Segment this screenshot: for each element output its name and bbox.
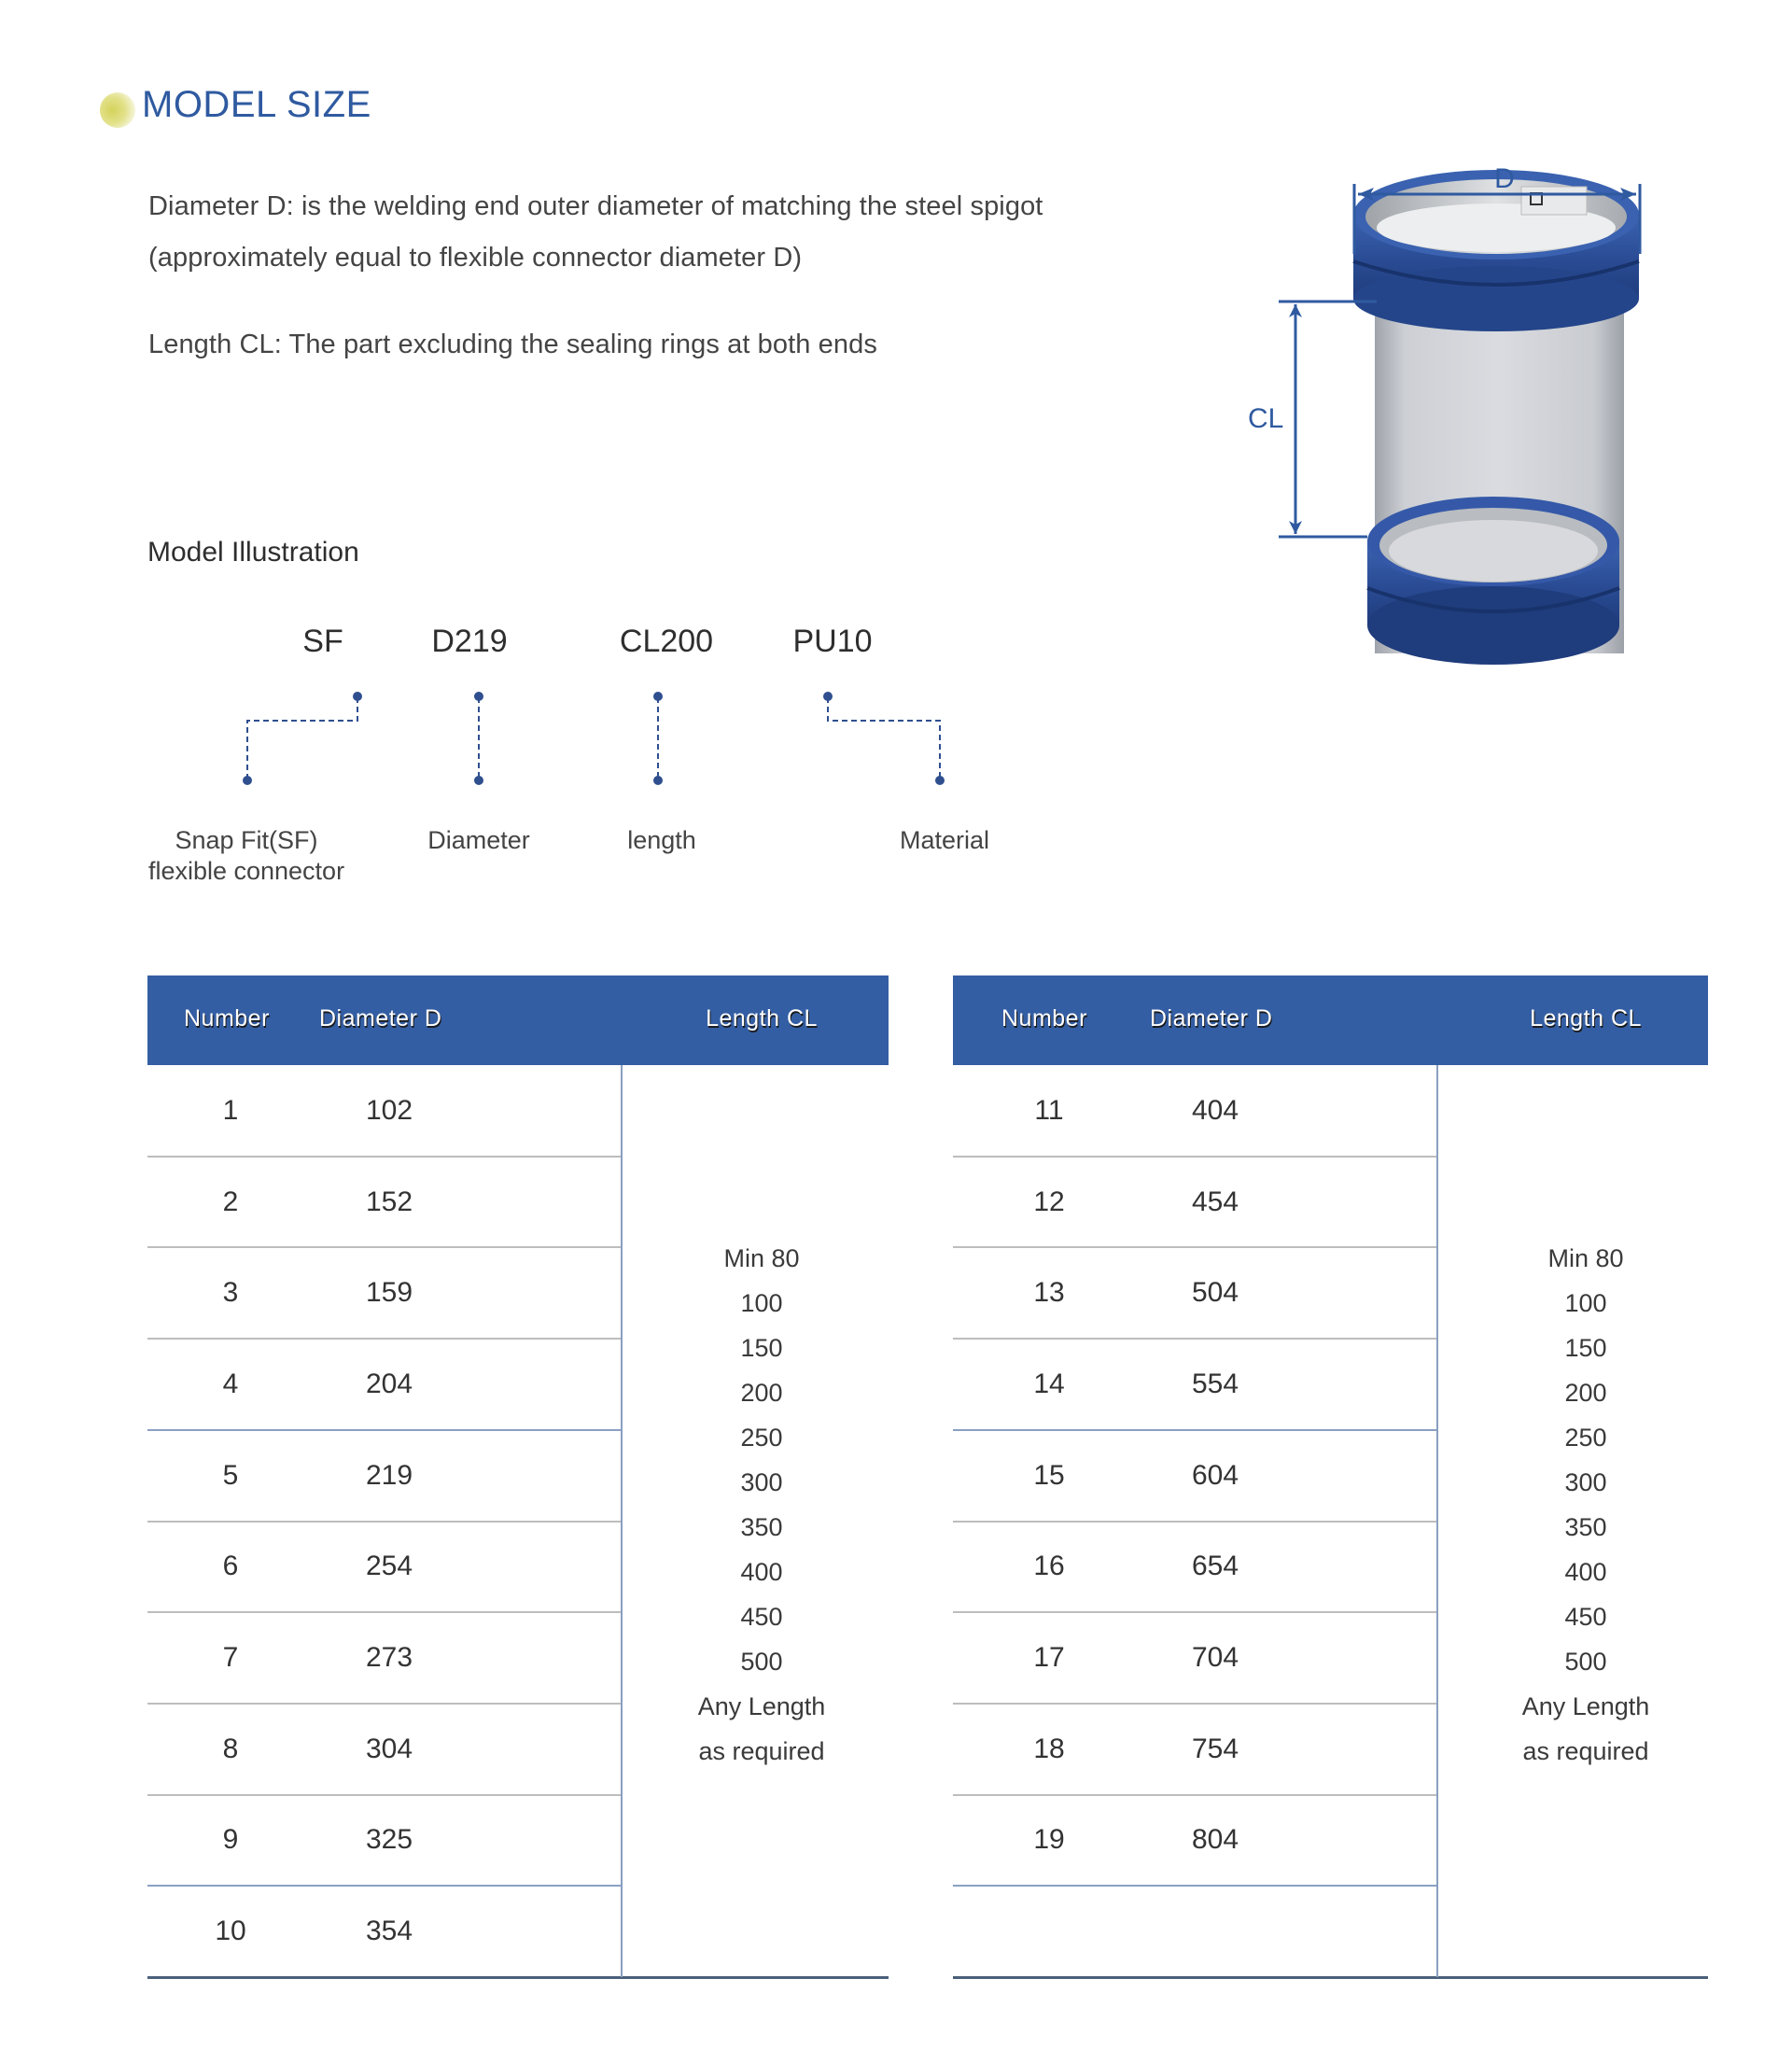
code-cl200: CL200 [619,624,714,659]
length-value: 150 [1564,1334,1607,1362]
connector-line-sf [247,697,357,780]
row-divider [953,1794,1437,1796]
model-illustration-title: Model Illustration [147,537,359,568]
length-value: 500 [1564,1648,1607,1676]
cell-number: 19 [1033,1824,1065,1856]
row-divider [147,1156,622,1158]
length-value: 300 [740,1468,783,1496]
dot-icon [474,776,483,785]
header-length: Length CL [706,1005,818,1032]
length-label: CL [1248,403,1284,434]
description-length: Length CL: The part excluding the sealing rings at both ends [148,330,877,359]
cell-number: 16 [1033,1551,1065,1582]
cell-number: 4 [222,1368,239,1399]
row-divider [147,1976,889,1979]
cell-diameter: 404 [1191,1094,1239,1126]
length-value: 350 [740,1513,783,1541]
length-value: 500 [740,1648,783,1676]
cell-number: 6 [222,1551,239,1582]
label-material: Material [899,826,990,854]
row-divider [147,1611,622,1613]
cell-diameter: 354 [365,1916,413,1947]
cell-diameter: 454 [1191,1186,1239,1217]
row-divider [147,1429,622,1431]
cell-diameter: 554 [1191,1368,1239,1399]
cell-number: 13 [1033,1277,1065,1309]
cell-diameter: 704 [1191,1642,1239,1674]
header-number: Number [184,1005,270,1032]
header-number: Number [1001,1005,1087,1032]
dot-icon [653,692,663,701]
length-value: 150 [740,1334,783,1362]
cell-number: 7 [222,1642,239,1674]
length-value: 250 [740,1424,783,1452]
length-value: 100 [1564,1289,1607,1317]
code-pu10: PU10 [792,624,873,659]
length-value: as required [698,1737,825,1765]
length-value: as required [1522,1737,1649,1765]
title-bullet-icon [100,92,135,128]
connector-line-pu10 [828,697,940,780]
dot-icon [353,692,362,701]
cell-diameter: 604 [1191,1459,1239,1491]
page-title: MODEL SIZE [142,84,371,125]
cell-number: 18 [1033,1733,1065,1764]
header-length: Length CL [1530,1005,1642,1032]
length-value: 350 [1564,1513,1607,1541]
label-diameter: Diameter [427,826,530,854]
length-value: 300 [1564,1468,1607,1496]
row-divider [953,1521,1437,1523]
length-value: Any Length [1521,1692,1650,1720]
length-value: Min 80 [1547,1244,1624,1272]
row-divider [953,1611,1437,1613]
length-value: 450 [1564,1603,1607,1631]
cell-diameter: 325 [365,1824,413,1856]
row-divider [953,1246,1437,1248]
dot-icon [823,692,833,701]
row-divider [953,1429,1437,1431]
bottom-sealing-ring [1367,497,1619,665]
dot-icon [474,692,483,701]
cell-diameter: 654 [1191,1551,1239,1582]
row-divider [147,1521,622,1523]
code-sf: SF [302,624,343,659]
cell-diameter: 273 [365,1642,413,1674]
row-divider [147,1703,622,1705]
description-diameter-note: (approximately equal to flexible connector diameter D) [148,243,803,273]
row-divider [147,1794,622,1796]
cell-number: 8 [222,1733,239,1764]
row-divider [147,1338,622,1340]
row-divider [953,1156,1437,1158]
cell-number: 3 [222,1277,239,1309]
cell-number: 14 [1033,1368,1065,1399]
length-value: 400 [740,1558,783,1586]
cell-number: 1 [222,1094,239,1126]
row-divider [147,1885,622,1887]
header-diameter: Diameter D [1150,1005,1273,1032]
row-divider [953,1976,1708,1979]
cell-number: 15 [1033,1459,1065,1491]
label-sf-line2: flexible connector [147,857,345,885]
length-dimension [1279,302,1377,537]
cell-diameter: 754 [1191,1733,1239,1764]
cell-diameter: 204 [365,1368,413,1399]
code-d219: D219 [431,624,508,659]
label-length: length [627,826,696,854]
cell-diameter: 152 [365,1186,413,1217]
dot-icon [653,776,663,785]
row-divider [953,1703,1437,1705]
length-value: 200 [740,1379,783,1407]
dot-icon [935,776,945,785]
cell-number: 2 [222,1186,239,1217]
cell-diameter: 102 [365,1094,413,1126]
length-value: Any Length [697,1692,826,1720]
label-sf [148,825,344,887]
row-divider [147,1246,622,1248]
dot-icon [243,776,252,785]
length-value: 100 [740,1289,783,1317]
cell-number: 11 [1034,1094,1064,1126]
cell-number: 9 [222,1824,239,1856]
label-sf-line1: Snap Fit(SF) [175,826,318,854]
cell-number: 10 [215,1916,246,1947]
length-value: 400 [1564,1558,1607,1586]
length-value: 450 [740,1603,783,1631]
length-value: 200 [1564,1379,1607,1407]
column-divider [1436,1065,1438,1977]
connector-product-image [1213,149,1680,756]
cell-diameter: 804 [1191,1824,1239,1856]
cell-number: 5 [222,1459,239,1491]
length-value: 250 [1564,1424,1607,1452]
cell-diameter: 304 [365,1733,413,1764]
cell-diameter: 219 [365,1459,413,1491]
header-diameter: Diameter D [319,1005,442,1032]
diameter-label: D [1494,163,1515,194]
description-diameter: Diameter D: is the welding end outer diameter of matching the steel spigot [148,191,1043,221]
column-divider [621,1065,623,1977]
cell-number: 17 [1033,1642,1065,1674]
row-divider [953,1338,1437,1340]
length-value: Min 80 [723,1244,800,1272]
cell-diameter: 159 [365,1277,413,1309]
cell-diameter: 254 [365,1551,413,1582]
cell-number: 12 [1033,1186,1065,1217]
cell-diameter: 504 [1191,1277,1239,1309]
row-divider [953,1885,1437,1887]
